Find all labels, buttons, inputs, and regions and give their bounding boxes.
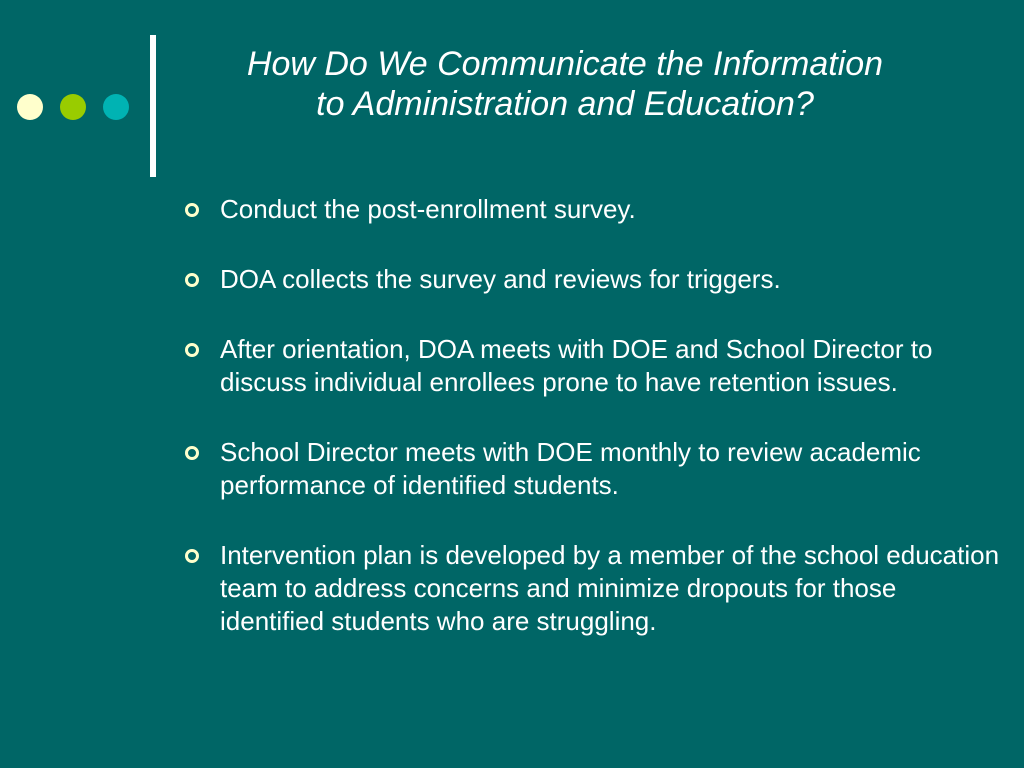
decorative-dots: [17, 94, 129, 120]
bullet-circle-icon: [185, 549, 199, 563]
bullet-circle-icon: [185, 446, 199, 460]
bullet-list: [185, 193, 1005, 675]
dot-teal-icon: [103, 94, 129, 120]
bullet-text: Intervention plan is developed by a member of the school education team to address concerns and minimize dropouts for those identified students who are struggling.: [220, 540, 1000, 636]
bullet-circle-icon: [185, 343, 199, 357]
vertical-divider: [150, 35, 156, 177]
bullet-item: [185, 436, 1005, 502]
slide-title: [170, 44, 960, 124]
bullet-text: After orientation, DOA meets with DOE and School Director to discuss individual enrollees prone to have retention issues.: [220, 334, 933, 397]
bullet-circle-icon: [185, 203, 199, 217]
slide-title-line-1: How Do We Communicate the Information: [246, 45, 884, 83]
bullet-item: [185, 263, 1005, 296]
bullet-item: [185, 193, 1005, 226]
bullet-text: School Director meets with DOE monthly to review academic performance of identified students.: [220, 437, 921, 500]
dot-green-icon: [60, 94, 86, 120]
bullet-text: Conduct the post-enrollment survey.: [220, 194, 636, 224]
dot-cream-icon: [17, 94, 43, 120]
bullet-text: DOA collects the survey and reviews for triggers.: [220, 264, 781, 294]
slide-title-line-2: to Administration and Education?: [316, 85, 814, 123]
bullet-circle-icon: [185, 273, 199, 287]
bullet-item: [185, 539, 1005, 638]
bullet-item: [185, 333, 1005, 399]
